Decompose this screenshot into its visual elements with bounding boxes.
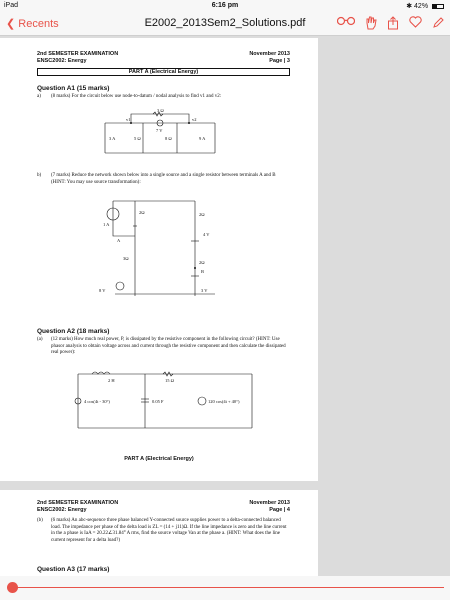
scrubber-track[interactable] — [12, 587, 444, 588]
battery-indicator — [406, 2, 444, 10]
label-4v: 4 V — [203, 232, 210, 237]
question-a1-title: Question A1 (15 marks) — [37, 85, 110, 92]
part-label: (a) — [37, 337, 43, 342]
share-icon[interactable] — [387, 16, 399, 34]
pdf-page-4[interactable] — [0, 490, 318, 590]
label-voltage-source: 120 cos(4t + 40°) — [208, 399, 240, 404]
page-header — [37, 500, 290, 514]
course-title: ENSC2002: Energy — [37, 507, 87, 513]
nav-bar — [0, 12, 450, 36]
exam-date: November 2013 — [249, 500, 290, 506]
document-title: E2002_2013Sem2_Solutions.pdf — [144, 17, 306, 29]
question-text: (7 marks) Reduce the network shown below into a single source and a single resistor between terminals A and B (HINT: You may use source transformation): — [51, 173, 276, 185]
label-3v: 3 V — [201, 288, 208, 293]
back-label: Recents — [18, 18, 59, 30]
clock: 6:16 pm — [211, 2, 239, 9]
part-label: b) — [37, 173, 42, 178]
question-a1-a — [37, 94, 290, 101]
page-scrubber[interactable] — [0, 576, 450, 600]
scrubber-handle[interactable] — [7, 582, 18, 593]
label-v1: v1 — [126, 117, 131, 122]
chevron-left-icon: ❮ — [6, 18, 16, 30]
exam-title: 2nd SEMESTER EXAMINATION — [37, 51, 119, 57]
label-0-05f: 0.05 F — [152, 399, 164, 404]
exam-title: 2nd SEMESTER EXAMINATION — [37, 500, 119, 506]
question-a2-title: Question A2 (18 marks) — [37, 328, 110, 335]
question-text: (12 marks) How much real power, P, is dissipated by the resistive component in the following circuit? (HINT: Use phasor analysis to obtain voltage across and current through the resistive component and then calculate the dissipated real power): — [51, 337, 286, 356]
part-label: a) — [37, 94, 41, 99]
label-9a: 9 A — [199, 136, 206, 141]
status-bar — [0, 0, 450, 12]
edit-icon[interactable] — [432, 16, 444, 34]
page-number: Page | 4 — [269, 507, 290, 513]
glasses-icon[interactable] — [337, 16, 355, 34]
label-2-ohm-c: 2Ω — [199, 260, 205, 265]
label-3a: 3 A — [109, 136, 116, 141]
label-v2: v2 — [192, 117, 197, 122]
label-2h: 2 H — [108, 378, 115, 383]
label-2-ohm-a: 2Ω — [139, 210, 145, 215]
page-footer: PART A (Electrical Energy) — [124, 456, 194, 462]
page-number: Page | 3 — [269, 58, 290, 64]
question-text: (6 marks) An abc-sequence three phase balanced Y-connected source supplies power to a delta-connected balanced load. The impedance per phase of the delta load is ZL = (14 + j11)Ω. If the line impedance is zero and the line current in the a phase is IaA = 20.22∠31.84° A rms, find the source voltage Van at the phase a. (HINT: What does the line current represent for a delta load?) — [51, 518, 287, 543]
exam-date: November 2013 — [249, 51, 290, 57]
question-text: (8 marks) For the circuit below use node-to-datum / nodal analysis to find v1 and v2: — [51, 94, 222, 99]
label-1a: 1 A — [103, 222, 110, 227]
bluetooth-icon: ✱ — [406, 3, 413, 10]
question-a1-b — [37, 173, 290, 186]
label-terminal-a: A — [117, 238, 121, 243]
label-15-ohm: 15 Ω — [165, 378, 174, 383]
question-a2-b — [37, 518, 290, 544]
label-5-ohm: 5 Ω — [134, 136, 141, 141]
question-a3-title: Question A3 (17 marks) — [37, 566, 110, 573]
battery-percent: 42% — [414, 3, 429, 10]
label-3-ohm: 3Ω — [123, 256, 129, 261]
label-terminal-b: B — [201, 269, 205, 274]
battery-icon — [432, 4, 444, 9]
part-a-heading: PART A (Electrical Energy) — [37, 68, 290, 76]
nav-toolbar — [337, 16, 444, 34]
hand-icon[interactable] — [365, 16, 377, 34]
question-a2-a — [37, 337, 290, 357]
circuit-diagram-a1b — [95, 196, 225, 306]
pdf-page-3[interactable] — [0, 38, 318, 481]
label-7v: 7 V — [156, 128, 163, 133]
label-current-source: 4 cos(4t - 30°) — [84, 399, 110, 404]
course-title: ENSC2002: Energy — [37, 58, 87, 64]
label-2-ohm-b: 2Ω — [199, 212, 205, 217]
label-8-ohm: 8 Ω — [165, 136, 172, 141]
page-header — [37, 51, 290, 65]
heart-icon[interactable] — [409, 16, 422, 34]
device-label: iPad — [4, 2, 19, 9]
circuit-diagram-a1 — [95, 108, 225, 158]
label-8v: 8 V — [99, 288, 106, 293]
part-label: (b) — [37, 518, 43, 523]
circuit-diagram-a2 — [70, 366, 260, 438]
label-3-ohm: 3 Ω — [157, 108, 164, 113]
